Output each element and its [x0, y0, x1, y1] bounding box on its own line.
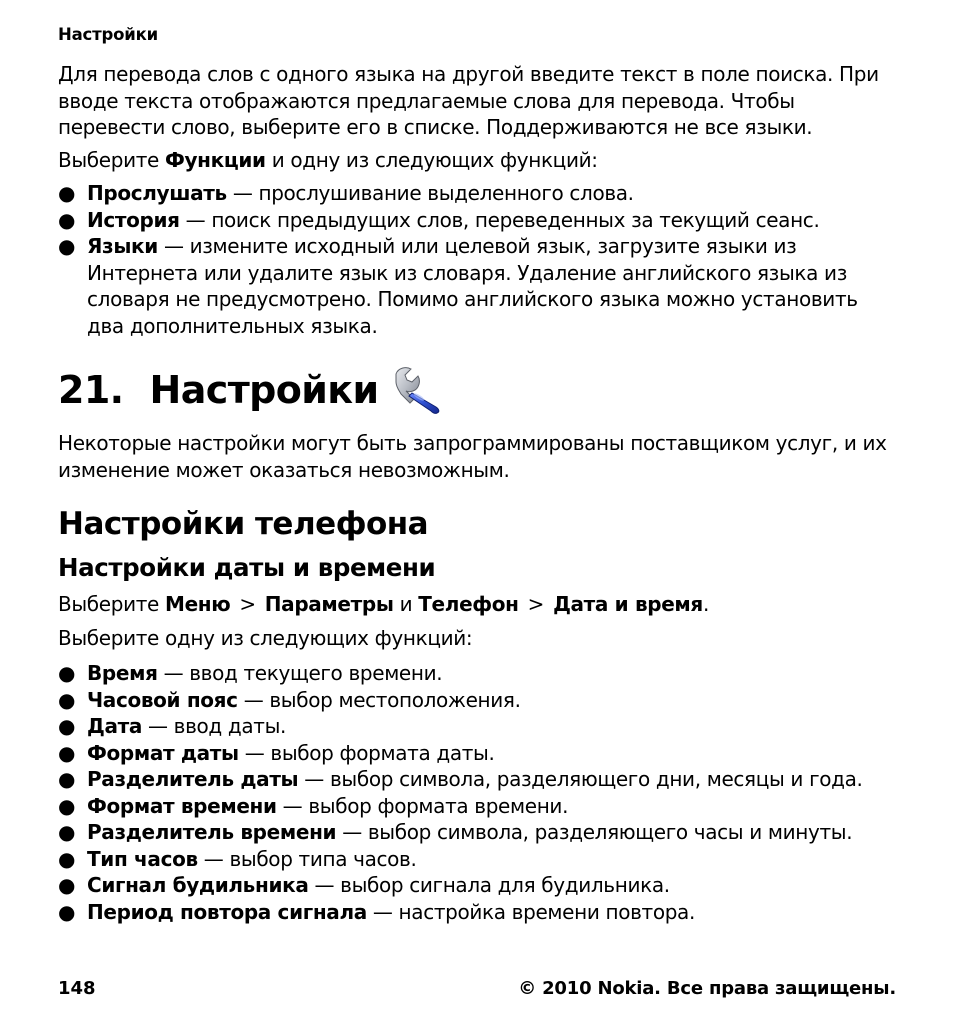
list-item — [58, 899, 900, 926]
list-item-desc: — выбор типа часов. — [197, 846, 417, 871]
list-item — [58, 872, 900, 899]
list-item-desc: — настройка времени повтора. — [366, 899, 695, 924]
menu-path-line — [58, 591, 900, 618]
chapter-title: Настройки — [149, 368, 379, 412]
intro-select-prefix: Выберите — [58, 148, 166, 172]
bullet-icon: ● — [58, 181, 76, 205]
list-item — [58, 766, 900, 793]
list-item-term: Период повтора сигнала — [87, 899, 367, 924]
intro-function-list — [58, 180, 900, 339]
menu-path-datetime: Дата и время — [553, 592, 703, 616]
list-item — [58, 233, 900, 339]
menu-path-end: . — [702, 592, 709, 616]
list-item-desc: — ввод текущего времени. — [157, 661, 443, 685]
manual-page — [58, 0, 900, 1036]
bullet-icon: ● — [58, 767, 76, 791]
list-item-desc: — выбор формата времени. — [276, 793, 569, 818]
list-item-desc: — прослушивание выделенного слова. — [226, 181, 634, 205]
list-item-term: Прослушать — [87, 181, 227, 205]
list-item-term: Языки — [87, 234, 158, 258]
copyright-notice: © 2010 Nokia. Все права защищены. — [518, 978, 896, 999]
list-item-term: Формат времени — [87, 793, 277, 818]
bullet-icon: ● — [58, 687, 76, 712]
chapter-note: Некоторые настройки могут быть запрограммированы поставщиком услуг, и их изменение может оказаться невозможным. — [58, 431, 887, 482]
page-number: 148 — [58, 978, 96, 999]
bullet-icon: ● — [58, 207, 76, 232]
list-item-term: Разделитель даты — [87, 767, 299, 791]
intro-select-option: Функции — [165, 148, 266, 172]
intro-paragraph: Для перевода слов с одного языка на другой введите текст в поле поиска. При вводе текста отображаются предлагаемые слова для перевода. Чтобы перевести слово, выберите его в списке. Поддерживаются не все языки. — [58, 62, 879, 139]
list-item-term: Тип часов — [87, 846, 198, 871]
bullet-icon: ● — [58, 899, 76, 924]
list-item — [58, 687, 900, 714]
chapter-number: 21. — [58, 368, 124, 412]
running-header: Настройки — [58, 25, 158, 44]
menu-path-menu: Меню — [165, 592, 231, 616]
section-title: Настройки телефона — [58, 506, 429, 542]
datetime-function-list — [58, 660, 900, 925]
list-item-desc: — измените исходный или целевой язык, загрузите языки из Интернета или удалите язык из словаря. Удаление английского языка из словаря не предусмотрено. Помимо английского языка можно установить два дополнительных языка. — [87, 234, 858, 338]
list-item-term: Разделитель времени — [87, 820, 337, 844]
list-item-desc: — выбор местоположения. — [237, 687, 521, 712]
list-item — [58, 740, 900, 767]
bullet-icon: ● — [58, 873, 76, 897]
list-item-term: Время — [87, 661, 158, 685]
bullet-icon: ● — [58, 234, 76, 258]
list-item-desc: — поиск предыдущих слов, переведенных за текущий сеанс. — [179, 207, 820, 232]
intro-select-suffix: и одну из следующих функций: — [265, 148, 598, 172]
list-item — [58, 793, 900, 820]
choose-line: Выберите одну из следующих функций: — [58, 626, 473, 650]
menu-path-params: Параметры — [264, 592, 394, 616]
list-item-desc: — выбор сигнала для будильника. — [308, 873, 670, 897]
subsection-title: Настройки даты и времени — [58, 553, 436, 582]
bullet-icon: ● — [58, 714, 76, 738]
list-item-desc: — выбор символа, разделяющего часы и минуты. — [336, 820, 853, 844]
menu-path-and: и — [393, 592, 419, 616]
list-item — [58, 207, 900, 234]
chapter-heading — [58, 366, 444, 414]
wrench-icon — [392, 366, 444, 414]
list-item — [58, 819, 900, 846]
list-item-desc: — выбор символа, разделяющего дни, месяцы и года. — [298, 767, 863, 791]
list-item — [58, 180, 900, 207]
bullet-icon: ● — [58, 846, 76, 871]
list-item — [58, 846, 900, 873]
list-item — [58, 713, 900, 740]
bullet-icon: ● — [58, 820, 76, 844]
bullet-icon: ● — [58, 740, 76, 765]
menu-path-separator: > — [527, 592, 545, 616]
bullet-icon: ● — [58, 661, 76, 685]
list-item-desc: — ввод даты. — [142, 714, 287, 738]
bullet-icon: ● — [58, 793, 76, 818]
menu-path-separator: > — [239, 592, 256, 616]
list-item-desc: — выбор формата даты. — [238, 740, 495, 765]
list-item-term: Сигнал будильника — [87, 873, 309, 897]
list-item-term: Часовой пояс — [87, 687, 238, 712]
menu-path-prefix: Выберите — [58, 592, 166, 616]
list-item — [58, 660, 900, 687]
list-item-term: Формат даты — [87, 740, 239, 765]
menu-path-phone: Телефон — [418, 592, 519, 616]
list-item-term: История — [87, 207, 180, 232]
intro-select-line — [58, 147, 900, 174]
list-item-term: Дата — [87, 714, 142, 738]
